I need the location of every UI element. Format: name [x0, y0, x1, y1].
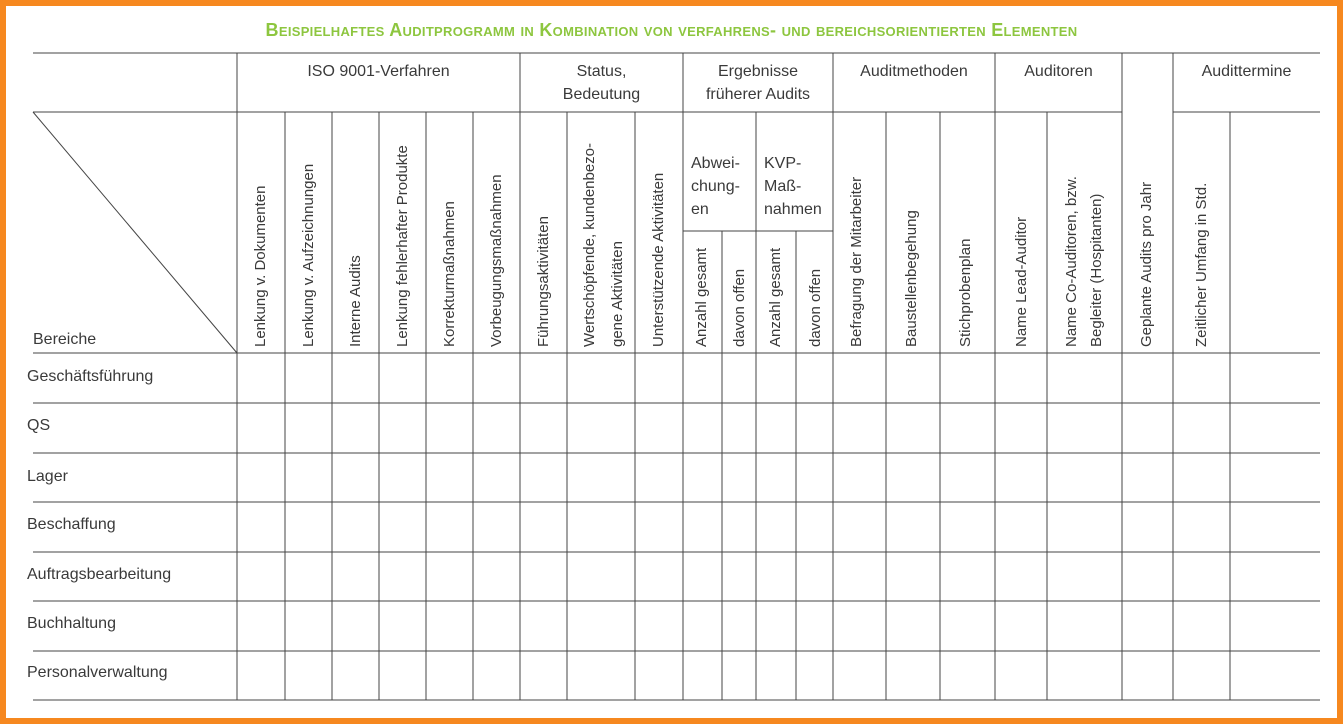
group-header-termine: Audittermine	[1201, 63, 1292, 80]
col-header-unterstuetzende: Unterstützende Aktivitäten	[650, 172, 667, 347]
subheader-kvp: KVP- Maß- nahmen	[764, 155, 822, 218]
group-header-status: Status, Bedeutung	[562, 63, 641, 103]
col-header-befragung: Befragung der Mitarbeiter	[848, 176, 865, 347]
col-header-geplante-audits: Geplante Audits pro Jahr	[1138, 181, 1155, 347]
col-header-fuehrungsaktivitaeten: Führungsaktivitäten	[535, 216, 552, 347]
group-header-methoden: Auditmethoden	[860, 63, 968, 80]
row-label: Buchhaltung	[27, 615, 116, 632]
col-header-abw-anzahl: Anzahl gesamt	[693, 247, 710, 347]
subheader-abweichungen: Abwei- chung- en	[691, 155, 740, 218]
col-header-korrekturmassnahmen: Korrekturmaßnahmen	[441, 201, 458, 347]
col-header-wertschoepfende-2: gene Aktivitäten	[609, 241, 626, 347]
col-header-baustellenbegehung: Baustellenbegehung	[903, 210, 920, 347]
row-label: Geschäftsführung	[27, 368, 154, 385]
col-header-zeitlicher-umfang: Zeitlicher Umfang in Std.	[1193, 182, 1210, 347]
row-label: QS	[27, 417, 51, 434]
corner-label-bereiche: Bereiche	[33, 331, 97, 348]
col-header-wertschoepfende-1: Wertschöpfende, kundenbezo-	[581, 142, 598, 347]
group-header-ergebnisse: Ergebnisse früherer Audits	[705, 63, 811, 103]
col-header-vorbeugungsmassnahmen: Vorbeugungsmaßnahmen	[488, 174, 505, 347]
col-header-kvp-anzahl: Anzahl gesamt	[767, 247, 784, 347]
page-title: Beispielhaftes Auditprogramm in Kombination von verfahrens- und bereichsorientierten Elementen	[265, 20, 1078, 40]
group-header-iso: ISO 9001-Verfahren	[307, 63, 450, 80]
col-header-lenkung-dokumente: Lenkung v. Dokumenten	[252, 185, 269, 347]
col-header-stichprobenplan: Stichprobenplan	[957, 238, 974, 347]
col-header-co-auditoren-1: Name Co-Auditoren, bzw.	[1063, 176, 1080, 347]
row-label: Personalverwaltung	[27, 664, 168, 681]
row-label: Lager	[27, 468, 68, 485]
col-header-interne-audits: Interne Audits	[347, 255, 364, 347]
row-label: Auftragsbearbeitung	[27, 566, 172, 583]
col-header-co-auditoren-2: Begleiter (Hospitanten)	[1088, 193, 1105, 347]
group-header-auditoren: Auditoren	[1024, 63, 1093, 80]
col-header-lenkung-aufzeichnungen: Lenkung v. Aufzeichnungen	[300, 163, 317, 347]
col-header-abw-offen: davon offen	[731, 268, 748, 347]
col-header-kvp-offen: davon offen	[807, 268, 824, 347]
row-label: Beschaffung	[27, 516, 116, 533]
col-header-fehlerhafte-produkte: Lenkung fehlerhafter Produkte	[394, 145, 411, 347]
col-header-lead-auditor: Name Lead-Auditor	[1013, 216, 1030, 347]
